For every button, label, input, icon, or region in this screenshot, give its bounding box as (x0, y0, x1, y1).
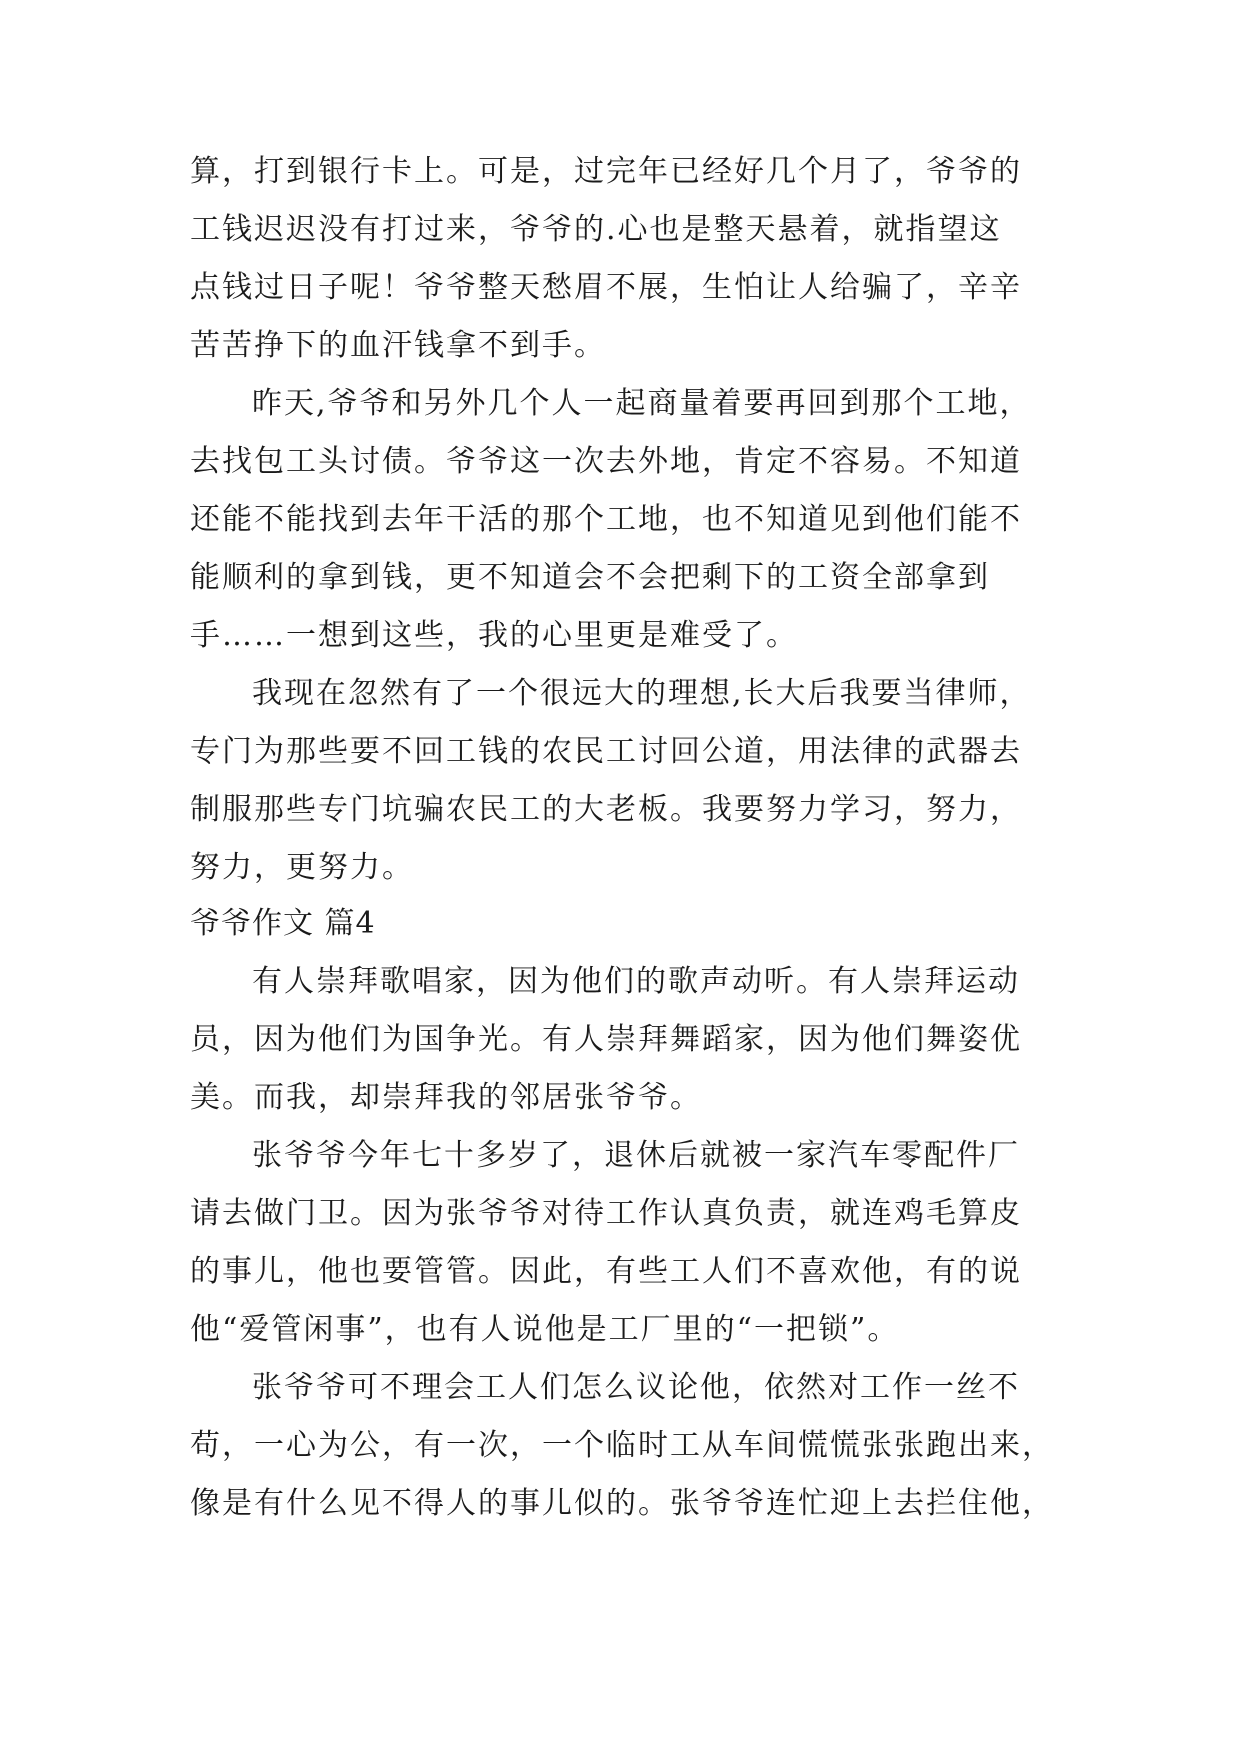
text-line: 苟，一心为公，有一次，一个临时工从车间慌慌张张跑出来， (190, 1428, 1054, 1463)
section-heading: 爷爷作文 篇4 (190, 906, 376, 941)
text-line: 能顺利的拿到钱，更不知道会不会把剩下的工资全部拿到 (190, 560, 990, 595)
text-line: 他“爱管闲事”，也有人说他是工厂里的“一把锁”。 (190, 1312, 900, 1347)
paragraph-first-line: 昨天,爷爷和另外几个人一起商量着要再回到那个工地， (252, 386, 1032, 421)
paragraph-first-line: 张爷爷今年七十多岁了，退休后就被一家汽车零配件厂 (252, 1138, 1020, 1173)
paragraph-first-line: 我现在忽然有了一个很远大的理想,长大后我要当律师， (252, 676, 1032, 711)
text-line: 像是有什么见不得人的事儿似的。张爷爷连忙迎上去拦住他， (190, 1486, 1054, 1521)
text-line: 还能不能找到去年干活的那个工地，也不知道见到他们能不 (190, 502, 1022, 537)
text-line: 制服那些专门坑骗农民工的大老板。我要努力学习，努力， (190, 792, 1022, 827)
text-line: 手……一想到这些，我的心里更是难受了。 (190, 618, 798, 653)
text-line: 去找包工头讨债。爷爷这一次去外地，肯定不容易。不知道 (190, 444, 1022, 479)
text-line: 专门为那些要不回工钱的农民工讨回公道，用法律的武器去 (190, 734, 1022, 769)
text-line: 请去做门卫。因为张爷爷对待工作认真负责，就连鸡毛算皮 (190, 1196, 1022, 1231)
text-line: 算，打到银行卡上。可是，过完年已经好几个月了，爷爷的 (190, 154, 1022, 189)
text-line: 苦苦挣下的血汗钱拿不到手。 (190, 328, 606, 363)
text-line: 员，因为他们为国争光。有人崇拜舞蹈家，因为他们舞姿优 (190, 1022, 1022, 1057)
text-line: 美。而我，却崇拜我的邻居张爷爷。 (190, 1080, 702, 1115)
paragraph-first-line: 有人崇拜歌唱家，因为他们的歌声动听。有人崇拜运动 (252, 964, 1020, 999)
text-line: 努力，更努力。 (190, 850, 414, 885)
paragraph-first-line: 张爷爷可不理会工人们怎么议论他，依然对工作一丝不 (252, 1370, 1020, 1405)
text-line: 的事儿，他也要管管。因此，有些工人们不喜欢他，有的说 (190, 1254, 1022, 1289)
text-line: 点钱过日子呢！爷爷整天愁眉不展，生怕让人给骗了，辛辛 (190, 270, 1022, 305)
text-line: 工钱迟迟没有打过来，爷爷的.心也是整天悬着，就指望这 (190, 212, 1002, 247)
